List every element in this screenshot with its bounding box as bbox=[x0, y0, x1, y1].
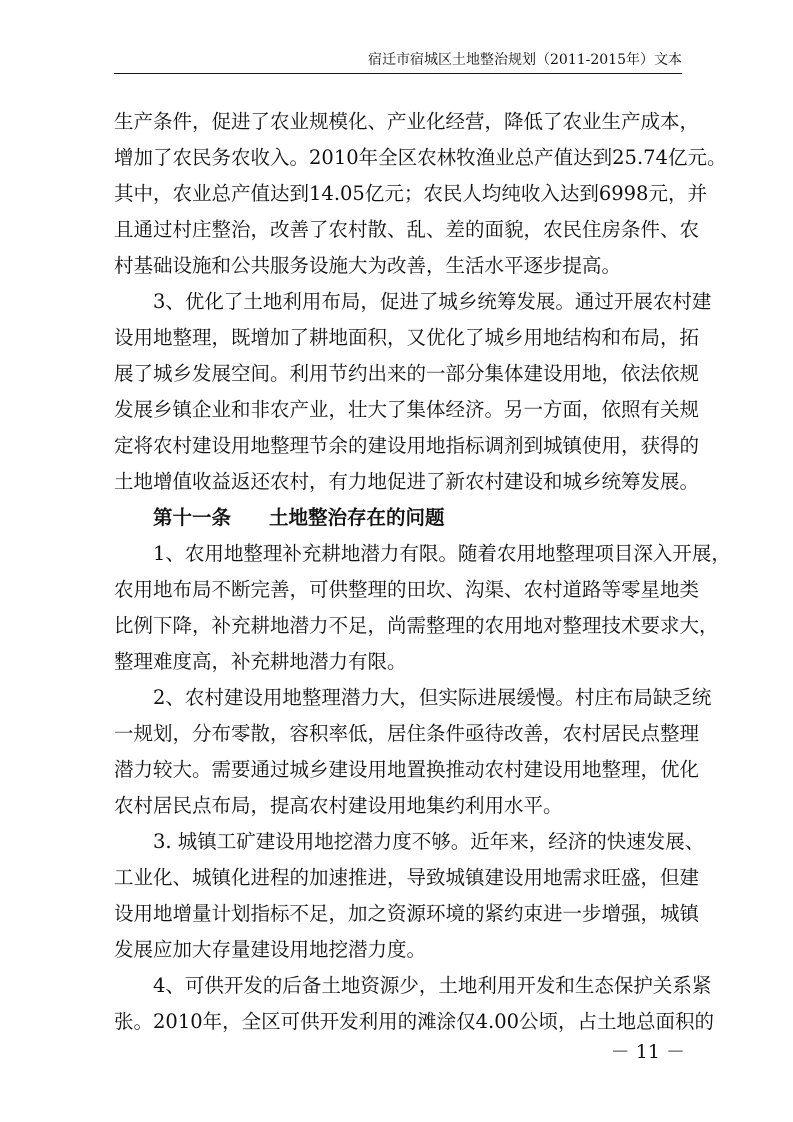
paragraph-issue-2 bbox=[114, 680, 712, 824]
text-line: 农村居民点布局，提高农村建设用地集约利用水平。 bbox=[114, 794, 563, 817]
text-line: 一规划，分布零散，容积率低，居住条件亟待改善，农村居民点整理 bbox=[114, 722, 700, 745]
article-title: 土地整治存在的问题 bbox=[269, 506, 445, 529]
paragraph-agri-benefits bbox=[114, 104, 727, 284]
text-line: 村基础设施和公共服务设施大为改善，生活水平逐步提高。 bbox=[114, 254, 622, 277]
text-line: 展了城乡发展空间。利用节约出来的一部分集体建设用地，依法依规 bbox=[114, 362, 700, 385]
paragraph-issue-3 bbox=[114, 824, 705, 968]
document-body bbox=[114, 104, 731, 1040]
text-line: 潜力较大。需要通过城乡建设用地置换推动农村建设用地整理，优化 bbox=[114, 758, 700, 781]
text-line: 1、农用地整理补充耕地潜力有限。随着农用地整理项目深入开展， bbox=[153, 542, 731, 565]
text-line: 2、农村建设用地整理潜力大，但实际进展缓慢。村庄布局缺乏统 bbox=[153, 686, 712, 709]
text-line: 整理难度高，补充耕地潜力有限。 bbox=[114, 650, 407, 673]
paragraph-issue-1 bbox=[114, 536, 731, 680]
text-line: 发展应加大存量建设用地挖潜力度。 bbox=[114, 938, 427, 961]
text-line: 工业化、城镇化进程的加速推进，导致城镇建设用地需求旺盛，但建 bbox=[114, 866, 700, 889]
text-line: 定将农村建设用地整理节余的建设用地指标调剂到城镇使用，获得的 bbox=[114, 434, 700, 457]
text-line: 其中，农业总产值达到14.05亿元；农民人均纯收入达到6998元，并 bbox=[114, 182, 707, 205]
section-heading bbox=[114, 500, 682, 536]
text-line: 张。2010年，全区可供开发利用的滩涂仅4.00公顷，占土地总面积的 bbox=[114, 1010, 715, 1033]
text-line: 4、可供开发的后备土地资源少，土地利用开发和生态保护关系紧 bbox=[153, 974, 712, 997]
running-header: 宿迁市宿城区土地整治规划（2011-2015年）文本 bbox=[368, 52, 682, 68]
paragraph-land-layout bbox=[114, 284, 712, 500]
text-line: 发展乡镇企业和非农产业，壮大了集体经济。另一方面，依照有关规 bbox=[114, 398, 700, 421]
text-line: 增加了农民务农收入。2010年全区农林牧渔业总产值达到25.74亿元。 bbox=[114, 146, 727, 169]
text-line: 生产条件，促进了农业规模化、产业化经营，降低了农业生产成本， bbox=[114, 110, 700, 133]
text-line: 3. 城镇工矿建设用地挖潜力度不够。近年来，经济的快速发展、 bbox=[153, 830, 705, 853]
text-line: 比例下降，补充耕地潜力不足，尚需整理的农用地对整理技术要求大， bbox=[114, 614, 719, 637]
text-line: 3、优化了土地利用布局，促进了城乡统筹发展。通过开展农村建 bbox=[153, 290, 712, 313]
article-number: 第十一条 bbox=[153, 506, 232, 529]
text-line: 农用地布局不断完善，可供整理的田坎、沟渠、农村道路等零星地类 bbox=[114, 578, 700, 601]
page-number: － 11 － bbox=[610, 1041, 685, 1063]
text-line: 设用地增量计划指标不足，加之资源环境的紧约束进一步增强，城镇 bbox=[114, 902, 700, 925]
header-rule bbox=[114, 73, 682, 74]
text-line: 且通过村庄整治，改善了农村散、乱、差的面貌，农民住房条件、农 bbox=[114, 218, 700, 241]
paragraph-issue-4 bbox=[114, 968, 715, 1040]
text-line: 设用地整理，既增加了耕地面积，又优化了城乡用地结构和布局，拓 bbox=[114, 326, 700, 349]
text-line: 土地增值收益返还农村，有力地促进了新农村建设和城乡统筹发展。 bbox=[114, 470, 700, 493]
